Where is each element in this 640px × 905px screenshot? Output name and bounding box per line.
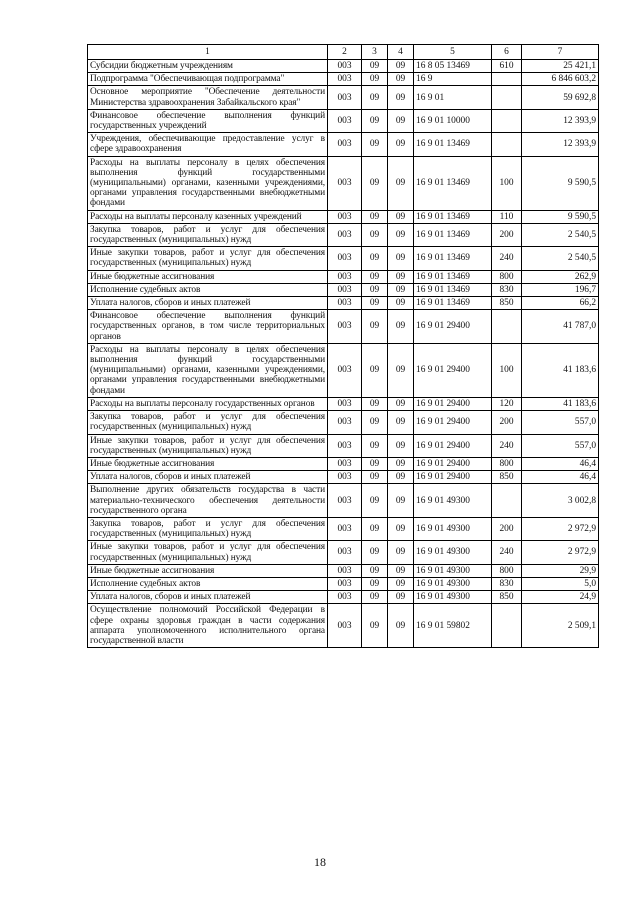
row-amount-cell: 2 540,5	[522, 247, 599, 270]
row-subsection-cell: 09	[388, 297, 414, 310]
row-subsection-cell: 09	[388, 471, 414, 484]
row-subsection-cell: 09	[388, 109, 414, 132]
row-subsection-cell: 09	[388, 434, 414, 457]
row-target-article-cell: 16 9 01 49300	[414, 564, 492, 577]
row-subsection-cell: 09	[388, 604, 414, 648]
row-admin-code-cell: 003	[328, 541, 362, 564]
row-subsection-cell: 09	[388, 564, 414, 577]
row-admin-code-cell: 003	[328, 471, 362, 484]
row-target-article-cell: 16 9 01 10000	[414, 109, 492, 132]
row-subsection-cell: 09	[388, 210, 414, 223]
row-name-cell: Уплата налогов, сборов и иных платежей	[88, 297, 328, 310]
row-expense-type-cell: 110	[492, 210, 522, 223]
table-row	[88, 133, 599, 156]
row-amount-cell: 12 393,9	[522, 133, 599, 156]
row-section-cell: 09	[362, 411, 388, 434]
row-name-cell: Закупка товаров, работ и услуг для обеспечения государственных (муниципальных) нужд	[88, 517, 328, 540]
row-admin-code-cell: 003	[328, 156, 362, 210]
row-amount-cell: 2 540,5	[522, 223, 599, 246]
row-target-article-cell: 16 9 01 13469	[414, 297, 492, 310]
row-expense-type-cell	[492, 109, 522, 132]
row-amount-cell: 12 393,9	[522, 109, 599, 132]
table-row	[88, 310, 599, 344]
row-amount-cell: 46,4	[522, 457, 599, 470]
row-target-article-cell: 16 9 01 49300	[414, 484, 492, 518]
row-target-article-cell: 16 9 01 13469	[414, 283, 492, 296]
row-expense-type-cell: 610	[492, 60, 522, 73]
table-row	[88, 434, 599, 457]
table-row	[88, 397, 599, 410]
table-row	[88, 471, 599, 484]
row-target-article-cell: 16 9 01 13469	[414, 223, 492, 246]
row-admin-code-cell: 003	[328, 343, 362, 397]
row-name-cell: Исполнение судебных актов	[88, 577, 328, 590]
row-name-cell: Уплата налогов, сборов и иных платежей	[88, 591, 328, 604]
table-row	[88, 60, 599, 73]
row-expense-type-cell: 200	[492, 223, 522, 246]
row-target-article-cell: 16 9 01 49300	[414, 517, 492, 540]
row-admin-code-cell: 003	[328, 434, 362, 457]
row-subsection-cell: 09	[388, 411, 414, 434]
row-section-cell: 09	[362, 591, 388, 604]
table-row	[88, 604, 599, 648]
row-section-cell: 09	[362, 297, 388, 310]
row-expense-type-cell: 240	[492, 541, 522, 564]
row-name-cell: Выполнение других обязательств государства в части материально-технического обеспечения деятельности государственного органа	[88, 484, 328, 518]
row-expense-type-cell: 850	[492, 471, 522, 484]
row-target-article-cell: 16 9 01	[414, 86, 492, 109]
row-name-cell: Иные закупки товаров, работ и услуг для обеспечения государственных (муниципальных) нужд	[88, 247, 328, 270]
row-name-cell: Исполнение судебных актов	[88, 283, 328, 296]
row-target-article-cell: 16 9 01 13469	[414, 156, 492, 210]
row-section-cell: 09	[362, 604, 388, 648]
row-subsection-cell: 09	[388, 133, 414, 156]
table-row	[88, 109, 599, 132]
row-expense-type-cell: 850	[492, 591, 522, 604]
table-row	[88, 297, 599, 310]
row-target-article-cell: 16 9 01 59802	[414, 604, 492, 648]
row-section-cell: 09	[362, 397, 388, 410]
row-amount-cell: 557,0	[522, 434, 599, 457]
row-admin-code-cell: 003	[328, 283, 362, 296]
row-target-article-cell: 16 9 01 49300	[414, 577, 492, 590]
row-name-cell: Финансовое обеспечение выполнения функций государственных органов, в том числе территориальных органов	[88, 310, 328, 344]
row-amount-cell: 41 787,0	[522, 310, 599, 344]
row-section-cell: 09	[362, 73, 388, 86]
table-row	[88, 73, 599, 86]
row-target-article-cell: 16 9 01 29400	[414, 411, 492, 434]
row-name-cell: Иные бюджетные ассигнования	[88, 564, 328, 577]
row-amount-cell: 9 590,5	[522, 210, 599, 223]
row-name-cell: Основное мероприятие "Обеспечение деятельности Министерства здравоохранения Забайкальского края"	[88, 86, 328, 109]
row-section-cell: 09	[362, 471, 388, 484]
row-admin-code-cell: 003	[328, 564, 362, 577]
row-expense-type-cell	[492, 86, 522, 109]
row-subsection-cell: 09	[388, 457, 414, 470]
row-name-cell: Закупка товаров, работ и услуг для обеспечения государственных (муниципальных) нужд	[88, 411, 328, 434]
row-target-article-cell: 16 9 01 29400	[414, 310, 492, 344]
table-row	[88, 247, 599, 270]
row-name-cell: Иные закупки товаров, работ и услуг для обеспечения государственных (муниципальных) нужд	[88, 434, 328, 457]
row-expense-type-cell	[492, 484, 522, 518]
row-expense-type-cell: 240	[492, 247, 522, 270]
row-subsection-cell: 09	[388, 86, 414, 109]
row-expense-type-cell: 120	[492, 397, 522, 410]
row-amount-cell: 262,9	[522, 270, 599, 283]
row-name-cell: Подпрограмма "Обеспечивающая подпрограмма"	[88, 73, 328, 86]
row-subsection-cell: 09	[388, 283, 414, 296]
row-admin-code-cell: 003	[328, 517, 362, 540]
row-subsection-cell: 09	[388, 484, 414, 518]
row-expense-type-cell	[492, 133, 522, 156]
row-expense-type-cell: 200	[492, 411, 522, 434]
row-subsection-cell: 09	[388, 591, 414, 604]
row-admin-code-cell: 003	[328, 484, 362, 518]
row-amount-cell: 557,0	[522, 411, 599, 434]
row-target-article-cell: 16 9 01 29400	[414, 434, 492, 457]
header-cell-5: 5	[414, 45, 492, 60]
row-admin-code-cell: 003	[328, 133, 362, 156]
row-name-cell: Уплата налогов, сборов и иных платежей	[88, 471, 328, 484]
row-admin-code-cell: 003	[328, 73, 362, 86]
row-admin-code-cell: 003	[328, 223, 362, 246]
row-admin-code-cell: 003	[328, 109, 362, 132]
row-section-cell: 09	[362, 247, 388, 270]
row-section-cell: 09	[362, 133, 388, 156]
row-expense-type-cell: 800	[492, 564, 522, 577]
row-subsection-cell: 09	[388, 310, 414, 344]
row-name-cell: Иные бюджетные ассигнования	[88, 270, 328, 283]
row-amount-cell: 2 972,9	[522, 517, 599, 540]
row-amount-cell: 196,7	[522, 283, 599, 296]
row-section-cell: 09	[362, 156, 388, 210]
row-admin-code-cell: 003	[328, 210, 362, 223]
row-target-article-cell: 16 9 01 13469	[414, 270, 492, 283]
header-cell-4: 4	[388, 45, 414, 60]
row-amount-cell: 41 183,6	[522, 397, 599, 410]
row-section-cell: 09	[362, 457, 388, 470]
row-admin-code-cell: 003	[328, 604, 362, 648]
row-section-cell: 09	[362, 517, 388, 540]
row-expense-type-cell	[492, 604, 522, 648]
row-target-article-cell: 16 9 01 29400	[414, 457, 492, 470]
header-cell-6: 6	[492, 45, 522, 60]
row-section-cell: 09	[362, 109, 388, 132]
row-name-cell: Иные бюджетные ассигнования	[88, 457, 328, 470]
table-row	[88, 577, 599, 590]
header-cell-7: 7	[522, 45, 599, 60]
row-admin-code-cell: 003	[328, 86, 362, 109]
page-number: 18	[314, 855, 326, 869]
row-subsection-cell: 09	[388, 517, 414, 540]
row-target-article-cell: 16 9 01 13469	[414, 133, 492, 156]
table-row	[88, 457, 599, 470]
table-row	[88, 484, 599, 518]
row-section-cell: 09	[362, 541, 388, 564]
row-name-cell: Расходы на выплаты персоналу государственных органов	[88, 397, 328, 410]
row-name-cell: Иные закупки товаров, работ и услуг для обеспечения государственных (муниципальных) нужд	[88, 541, 328, 564]
row-section-cell: 09	[362, 484, 388, 518]
row-target-article-cell: 16 9 01 29400	[414, 343, 492, 397]
row-name-cell: Расходы на выплаты персоналу казенных учреждений	[88, 210, 328, 223]
table-row	[88, 541, 599, 564]
row-amount-cell: 5,0	[522, 577, 599, 590]
row-subsection-cell: 09	[388, 156, 414, 210]
row-name-cell: Финансовое обеспечение выполнения функций государственных учреждений	[88, 109, 328, 132]
row-admin-code-cell: 003	[328, 397, 362, 410]
table-row	[88, 223, 599, 246]
header-cell-3: 3	[362, 45, 388, 60]
header-row	[88, 45, 599, 60]
row-subsection-cell: 09	[388, 247, 414, 270]
table-row	[88, 210, 599, 223]
row-target-article-cell: 16 9 01 29400	[414, 471, 492, 484]
row-amount-cell: 41 183,6	[522, 343, 599, 397]
table-body	[88, 60, 599, 648]
row-amount-cell: 9 590,5	[522, 156, 599, 210]
row-section-cell: 09	[362, 343, 388, 397]
row-name-cell: Расходы на выплаты персоналу в целях обеспечения выполнения функций государственными (муниципальными) органами, казенными учреждениями, органами управления государственными внебюджетными фондами	[88, 343, 328, 397]
table-row	[88, 591, 599, 604]
table-row	[88, 517, 599, 540]
row-expense-type-cell	[492, 310, 522, 344]
row-expense-type-cell: 100	[492, 156, 522, 210]
row-expense-type-cell: 850	[492, 297, 522, 310]
row-section-cell: 09	[362, 577, 388, 590]
row-admin-code-cell: 003	[328, 591, 362, 604]
row-admin-code-cell: 003	[328, 60, 362, 73]
table-row	[88, 283, 599, 296]
row-subsection-cell: 09	[388, 397, 414, 410]
row-section-cell: 09	[362, 60, 388, 73]
row-expense-type-cell	[492, 73, 522, 86]
table-row	[88, 270, 599, 283]
row-target-article-cell: 16 9 01 29400	[414, 397, 492, 410]
row-amount-cell: 25 421,1	[522, 60, 599, 73]
row-expense-type-cell: 830	[492, 283, 522, 296]
row-section-cell: 09	[362, 223, 388, 246]
row-amount-cell: 2 509,1	[522, 604, 599, 648]
row-expense-type-cell: 200	[492, 517, 522, 540]
row-admin-code-cell: 003	[328, 247, 362, 270]
row-section-cell: 09	[362, 210, 388, 223]
row-target-article-cell: 16 9 01 49300	[414, 591, 492, 604]
row-subsection-cell: 09	[388, 73, 414, 86]
header-cell-2: 2	[328, 45, 362, 60]
row-admin-code-cell: 003	[328, 297, 362, 310]
row-amount-cell: 24,9	[522, 591, 599, 604]
row-section-cell: 09	[362, 434, 388, 457]
row-amount-cell: 3 002,8	[522, 484, 599, 518]
table-row	[88, 156, 599, 210]
row-amount-cell: 2 972,9	[522, 541, 599, 564]
row-expense-type-cell: 800	[492, 270, 522, 283]
row-admin-code-cell: 003	[328, 457, 362, 470]
table-row	[88, 343, 599, 397]
header-cell-1: 1	[88, 45, 328, 60]
row-subsection-cell: 09	[388, 343, 414, 397]
budget-table	[87, 44, 599, 648]
row-amount-cell: 46,4	[522, 471, 599, 484]
row-admin-code-cell: 003	[328, 270, 362, 283]
row-name-cell: Учреждения, обеспечивающие предоставление услуг в сфере здравоохранения	[88, 133, 328, 156]
row-admin-code-cell: 003	[328, 411, 362, 434]
row-subsection-cell: 09	[388, 270, 414, 283]
row-section-cell: 09	[362, 270, 388, 283]
row-name-cell: Субсидии бюджетным учреждениям	[88, 60, 328, 73]
row-expense-type-cell: 240	[492, 434, 522, 457]
row-admin-code-cell: 003	[328, 577, 362, 590]
row-section-cell: 09	[362, 283, 388, 296]
row-section-cell: 09	[362, 564, 388, 577]
row-section-cell: 09	[362, 310, 388, 344]
table-row	[88, 411, 599, 434]
row-target-article-cell: 16 9 01 49300	[414, 541, 492, 564]
row-subsection-cell: 09	[388, 541, 414, 564]
row-subsection-cell: 09	[388, 577, 414, 590]
row-name-cell: Закупка товаров, работ и услуг для обеспечения государственных (муниципальных) нужд	[88, 223, 328, 246]
row-target-article-cell: 16 9	[414, 73, 492, 86]
row-amount-cell: 6 846 603,2	[522, 73, 599, 86]
row-target-article-cell: 16 9 01 13469	[414, 247, 492, 270]
row-amount-cell: 59 692,8	[522, 86, 599, 109]
row-admin-code-cell: 003	[328, 310, 362, 344]
row-amount-cell: 29,9	[522, 564, 599, 577]
table-row	[88, 564, 599, 577]
row-target-article-cell: 16 8 05 13469	[414, 60, 492, 73]
row-target-article-cell: 16 9 01 13469	[414, 210, 492, 223]
row-expense-type-cell: 830	[492, 577, 522, 590]
row-amount-cell: 66,2	[522, 297, 599, 310]
row-name-cell: Расходы на выплаты персоналу в целях обеспечения выполнения функций государственными (муниципальными) органами, казенными учреждениями, органами управления государственными внебюджетными фондами	[88, 156, 328, 210]
row-expense-type-cell: 800	[492, 457, 522, 470]
row-subsection-cell: 09	[388, 60, 414, 73]
table-row	[88, 86, 599, 109]
row-expense-type-cell: 100	[492, 343, 522, 397]
row-subsection-cell: 09	[388, 223, 414, 246]
row-name-cell: Осуществление полномочий Российской Федерации в сфере охраны здоровья граждан в части содержания аппарата уполномоченного исполнительного органа государственной власти	[88, 604, 328, 648]
row-section-cell: 09	[362, 86, 388, 109]
